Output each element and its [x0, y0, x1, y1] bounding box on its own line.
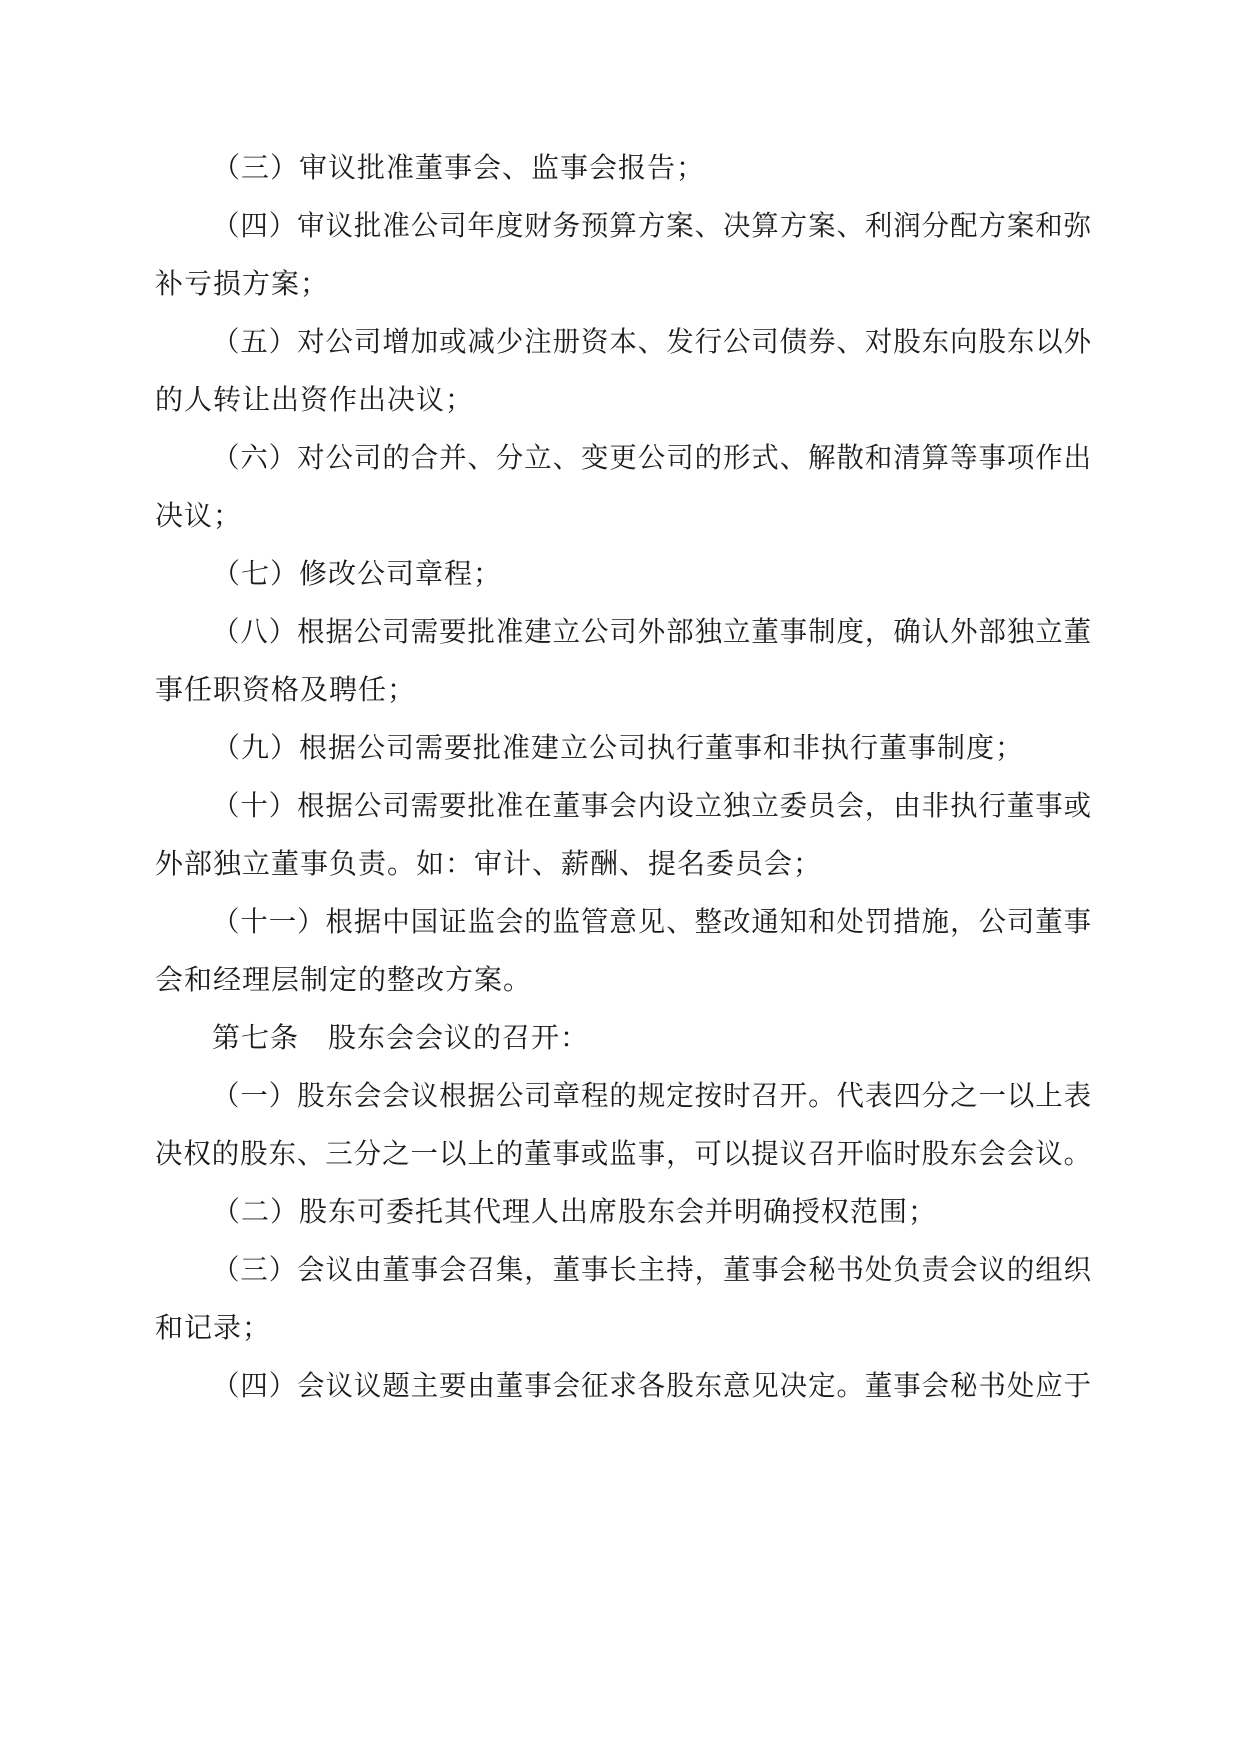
- text-line: （四）审议批准公司年度财务预算方案、决算方案、利润分配方案和弥: [212, 209, 1093, 242]
- text-line: （九）根据公司需要批准建立公司执行董事和非执行董事制度；: [212, 731, 1025, 764]
- section-heading: 第七条 股东会会议的召开：: [212, 1021, 590, 1054]
- text-line: 的人转让出资作出决议；: [155, 383, 475, 416]
- text-line: （十一）根据中国证监会的监管意见、整改通知和处罚措施，公司董事: [212, 905, 1093, 938]
- text-line: （三）审议批准董事会、监事会报告；: [212, 151, 706, 184]
- text-line: （六）对公司的合并、分立、变更公司的形式、解散和清算等事项作出: [212, 441, 1093, 474]
- text-line: 补亏损方案；: [155, 267, 330, 300]
- text-line: 外部独立董事负责。如：审计、薪酬、提名委员会；: [155, 847, 823, 880]
- text-line: 决权的股东、三分之一以上的董事或监事，可以提议召开临时股东会会议。: [155, 1137, 1093, 1170]
- text-line: 和记录；: [155, 1311, 272, 1344]
- text-line: （七）修改公司章程；: [212, 557, 503, 590]
- text-line: （二）股东可委托其代理人出席股东会并明确授权范围；: [212, 1195, 938, 1228]
- text-line: 会和经理层制定的整改方案。: [155, 963, 533, 996]
- text-line: （三）会议由董事会召集，董事长主持，董事会秘书处负责会议的组织: [212, 1253, 1093, 1286]
- text-line: （五）对公司增加或减少注册资本、发行公司债券、对股东向股东以外: [212, 325, 1093, 358]
- text-line: 决议；: [155, 499, 243, 532]
- text-line: （十）根据公司需要批准在董事会内设立独立委员会，由非执行董事或: [212, 789, 1093, 822]
- text-line: （八）根据公司需要批准建立公司外部独立董事制度，确认外部独立董: [212, 615, 1093, 648]
- text-line: （一）股东会会议根据公司章程的规定按时召开。代表四分之一以上表: [212, 1079, 1093, 1112]
- text-line: 事任职资格及聘任；: [155, 673, 417, 706]
- text-line: （四）会议议题主要由董事会征求各股东意见决定。董事会秘书处应于: [212, 1369, 1093, 1402]
